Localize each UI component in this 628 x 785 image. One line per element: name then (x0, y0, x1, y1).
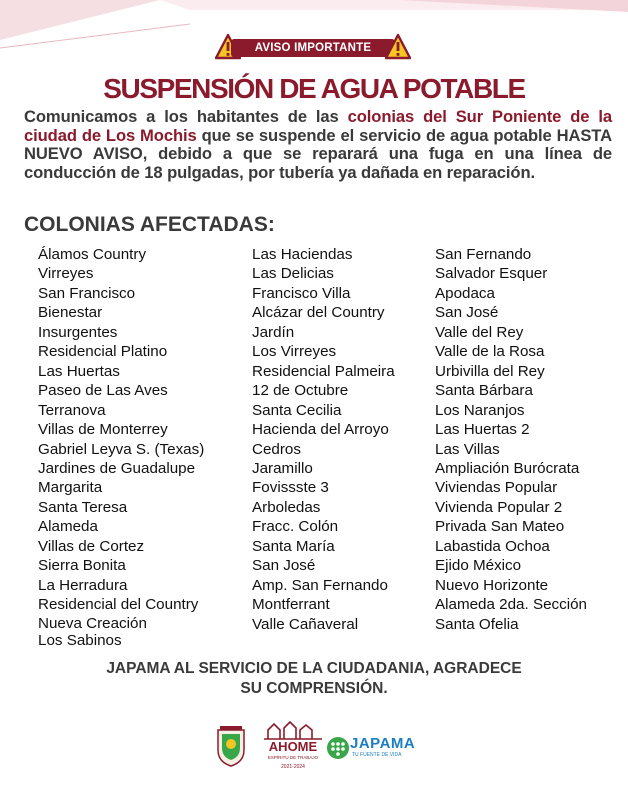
colonia-item: San José (435, 304, 499, 322)
colonia-item: Ejido México (435, 557, 522, 575)
colonia-item: Residencial Palmeira (252, 362, 395, 380)
colonias-column-2 (252, 245, 395, 634)
japama-name: JAPAMA (350, 735, 416, 752)
colonia-item: Valle del Rey (435, 323, 524, 341)
colonia-item: Valle Cañaveral (252, 615, 359, 633)
colonia-item: Los Sabinos (38, 631, 122, 649)
intro-highlight: colonias del Sur Poniente de la ciudad de Los Mochis (24, 107, 612, 145)
colonia-item: Cedros (252, 440, 301, 458)
ahome-logo (258, 720, 328, 774)
colonia-item: San Fernando (435, 246, 532, 263)
colonia-item: Jardín (252, 323, 295, 341)
colonia-item: Fovissste 3 (252, 479, 329, 497)
colonia-item: Viviendas Popular (435, 479, 558, 497)
colonia-item: Las Villas (435, 440, 500, 458)
warning-icon (385, 33, 411, 61)
colonia-item: Santa Teresa (38, 498, 128, 516)
colonia-item: Gabriel Leyva S. (Texas) (38, 440, 205, 458)
colonia-item: Privada San Mateo (435, 518, 565, 536)
colonia-item: Villas de Monterrey (38, 421, 168, 439)
colonia-item: Nuevo Horizonte (435, 576, 549, 594)
colonia-item: Ampliación Burócrata (435, 459, 580, 477)
colonia-item: Jardines de Guadalupe (38, 459, 196, 477)
colonia-item: Arboledas (252, 498, 321, 516)
japama-logo (326, 734, 430, 764)
closing-message (0, 659, 628, 699)
colonia-item: Residencial del Country (38, 596, 199, 614)
colonia-item: Paseo de Las Aves (38, 382, 168, 400)
notice-banner (213, 33, 413, 63)
colonia-item: Residencial Platino (38, 343, 168, 361)
intro-paragraph (24, 108, 612, 182)
ahome-years: 2021-2024 (281, 764, 305, 770)
colonia-item: Las Huertas (38, 362, 120, 380)
colonia-item: Labastida Ochoa (435, 537, 550, 555)
colonia-item: Insurgentes (38, 323, 118, 341)
colonias-column-1 (38, 245, 204, 649)
colonia-item: Urbivilla del Rey (435, 362, 545, 380)
colonia-item: Alameda 2da. Sección (435, 596, 587, 614)
colonia-item: Alameda (38, 518, 98, 536)
colonia-item: Apodaca (435, 284, 495, 302)
colonia-item: La Herradura (38, 576, 128, 594)
colonia-item: Bienestar (38, 304, 103, 322)
colonia-item: Vivienda Popular 2 (435, 498, 563, 516)
ahome-name: AHOME (268, 739, 318, 754)
notice-label: AVISO IMPORTANTE (231, 39, 395, 57)
colonia-item: 12 de Octubre (252, 382, 349, 400)
closing-line-1: JAPAMA AL SERVICIO DE LA CIUDADANIA, AGRADECE (106, 660, 522, 677)
colonia-item: Los Naranjos (435, 401, 525, 419)
section-title: COLONIAS AFECTADAS: (24, 213, 275, 236)
colonia-item: Valle de la Rosa (435, 343, 545, 361)
colonia-item: Las Delicias (252, 265, 334, 283)
closing-line-2: SU COMPRENSIÓN. (240, 680, 388, 697)
page-title: SUSPENSIÓN DE AGUA POTABLE (103, 73, 525, 104)
colonia-item: Villas de Cortez (38, 537, 145, 555)
colonia-item: Jaramillo (252, 459, 313, 477)
colonia-item: Montferrant (252, 596, 330, 614)
colonia-item: Margarita (38, 479, 103, 497)
colonia-item: Amp. San Fernando (252, 576, 388, 594)
colonia-item: Francisco Villa (252, 284, 351, 302)
intro-text-end: que se suspende el servicio de agua potable HASTA NUEVO AVISO, debido a que se reparará una fuga en una línea de conducción de 18 pulgadas, por tubería ya dañada en reparación. (24, 125, 612, 182)
colonia-item: Hacienda del Arroyo (252, 421, 389, 439)
colonia-item: San Francisco (38, 284, 136, 302)
colonia-item: Salvador Esquer (435, 265, 548, 283)
coat-of-arms-logo (214, 726, 248, 768)
footer-logos (210, 718, 430, 776)
colonia-item: Las Haciendas (252, 246, 353, 263)
colonias-column-3 (435, 245, 587, 634)
colonia-item: Santa Cecilia (252, 401, 342, 419)
colonia-item: Los Virreyes (252, 343, 337, 361)
colonia-item: Sierra Bonita (38, 557, 126, 575)
colonia-item: Virreyes (38, 265, 94, 283)
japama-tagline: TU FUENTE DE VIDA (352, 752, 402, 758)
colonia-item: Alcázar del Country (252, 304, 385, 322)
colonia-item: Santa Ofelia (435, 615, 519, 633)
colonia-item: Álamos Country (38, 246, 147, 263)
intro-text-start: Comunicamos a los habitantes de las (24, 107, 348, 126)
ahome-tagline: ESPÍRITU DE TRABAJO (267, 755, 319, 760)
colonia-item: Santa María (252, 537, 335, 555)
colonia-item: Nueva Creación (38, 614, 147, 632)
colonia-item: Las Huertas 2 (435, 421, 530, 439)
colonia-item: Fracc. Colón (252, 518, 339, 536)
colonia-item: Terranova (38, 401, 106, 419)
colonia-item: San José (252, 557, 316, 575)
colonia-item: Santa Bárbara (435, 382, 533, 400)
